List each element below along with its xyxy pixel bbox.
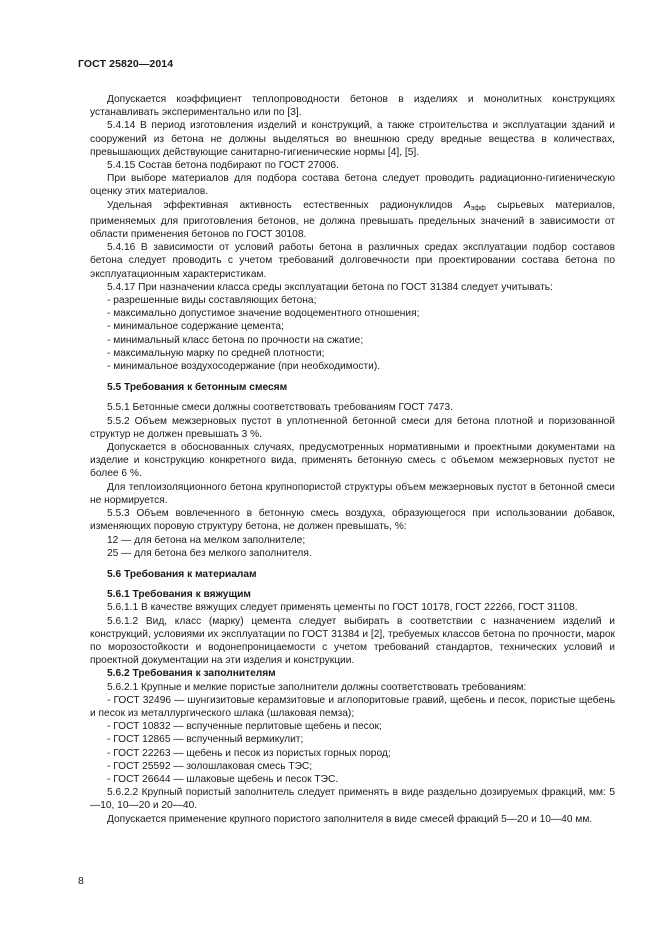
page-number: 8 bbox=[78, 875, 84, 887]
paragraph: Допускается применение крупного пористого заполнителя в виде смесей фракций 5—20 и 10—40 мм. bbox=[107, 813, 593, 825]
paragraph-5-4-14: 5.4.14 В период изготовления изделий и конструкций, а также строительства и эксплуатации зданий и сооружений из бетона не должны выделяться во внешнюю среду вредные вещества в количествах, превышающих действующие санитарно-гигиенические нормы [4], [5]. bbox=[90, 120, 615, 158]
list-item: 25 — для бетона без мелкого заполнителя. bbox=[107, 547, 312, 559]
list-item: - ГОСТ 12865 — вспученный вермикулит; bbox=[107, 734, 304, 746]
list-item: - минимальный класс бетона по прочности на сжатие; bbox=[107, 334, 364, 346]
document-body bbox=[90, 93, 615, 826]
list-item: - разрешенные виды составляющих бетона; bbox=[107, 295, 317, 307]
paragraph-text: Удельная эффективная активность естественных радионуклидов bbox=[107, 199, 464, 211]
paragraph-5-4-16: 5.4.16 В зависимости от условий работы бетона в различных средах эксплуатации подбор составов бетона следует проводить с учетом требований долговечности при проектировании состава бетона по эксплуатационным характеристикам. bbox=[90, 242, 615, 280]
activity-symbol: A bbox=[463, 199, 471, 211]
list-item: - ГОСТ 26644 — шлаковые щебень и песок ТЭС. bbox=[107, 773, 339, 785]
paragraph-5-4-17: 5.4.17 При назначении класса среды эксплуатации бетона по ГОСТ 31384 следует учитывать: bbox=[107, 281, 553, 293]
subsection-heading-5-6-1: 5.6.1 Требования к вяжущим bbox=[107, 589, 251, 601]
list-item: - ГОСТ 32496 — шунгизитовые керамзитовые и аглопоритовые гравий, щебень и песок, пористые щебень и песок из металлургического шлака (шлаковая пемза); bbox=[90, 694, 615, 719]
paragraph-text: сырьевых материалов, применяемых для приготовления бетонов, не должна превышать предельных значений в зависимости от области применения бетонов по ГОСТ 30108. bbox=[90, 199, 616, 241]
paragraph-5-5-3: 5.5.3 Объем вовлеченного в бетонную смесь воздуха, образующегося при использовании добавок, изменяющих поровую структуру бетона, не должен превышать, %: bbox=[90, 508, 615, 533]
list-item: 12 — для бетона на мелком заполнителе; bbox=[107, 534, 306, 546]
section-heading-5-5: 5.5 Требования к бетонным смесям bbox=[107, 382, 288, 394]
list-item: - максимально допустимое значение водоцементного отношения; bbox=[107, 308, 420, 320]
paragraph-5-6-1-1: 5.6.1.1 В качестве вяжущих следует применять цементы по ГОСТ 10178, ГОСТ 22266, ГОСТ 31108. bbox=[107, 602, 578, 614]
paragraph: Для теплоизоляционного бетона крупнопористой структуры объем межзерновых пустот в бетонной смеси не нормируется. bbox=[90, 481, 615, 506]
paragraph-5-6-1-2: 5.6.1.2 Вид, класс (марку) цемента следует выбирать в соответствии с назначением изделий и конструкций, условиями их эксплуатации по ГОСТ 31384 и [2], требуемых классов бетона по прочности, марок по морозостойкости и водонепроницаемости с учетом требований стандартов, технических условий и проектной документации на эти изделия и конструкции. bbox=[90, 615, 615, 667]
paragraph-5-5-2: 5.5.2 Объем межзерновых пустот в уплотненной бетонной смеси для бетона плотной и поризованной структур не должен превышать 3 %. bbox=[90, 415, 615, 440]
paragraph: Допускается в обоснованных случаях, предусмотренных нормативными и проектными документами на изделие и конструкцию конкретного вида, применять бетонную смесь с объемом межзерновых пустот не более 6 %. bbox=[90, 442, 615, 480]
paragraph-5-5-1: 5.5.1 Бетонные смеси должны соответствовать требованиям ГОСТ 7473. bbox=[107, 402, 453, 414]
list-item: - минимальное воздухосодержание (при необходимости). bbox=[107, 361, 381, 373]
paragraph: Допускается коэффициент теплопроводности бетонов в изделиях и монолитных конструкциях устанавливать экспериментально или по [3]. bbox=[90, 94, 615, 119]
paragraph-activity bbox=[90, 199, 615, 242]
paragraph: При выборе материалов для подбора состава бетона следует проводить радиационно-гигиеническую оценку этих материалов. bbox=[90, 173, 615, 198]
paragraph-5-4-15: 5.4.15 Состав бетона подбирают по ГОСТ 27006. bbox=[107, 160, 339, 172]
paragraph-5-6-2-2: 5.6.2.2 Крупный пористый заполнитель следует применять в виде раздельно дозируемых фракций, мм: 5—10, 10—20 и 20—40. bbox=[90, 787, 615, 812]
list-item: - максимальную марку по средней плотности; bbox=[107, 347, 325, 359]
document-header: ГОСТ 25820—2014 bbox=[78, 58, 174, 70]
list-item: - ГОСТ 22263 — щебень и песок из пористых горных пород; bbox=[107, 747, 391, 759]
list-item: - минимальное содержание цемента; bbox=[107, 321, 284, 333]
subsection-heading-5-6-2: 5.6.2 Требования к заполнителям bbox=[107, 668, 276, 680]
list-item: - ГОСТ 25592 — золошлаковая смесь ТЭС; bbox=[107, 760, 313, 772]
paragraph-5-6-2-1: 5.6.2.1 Крупные и мелкие пористые заполнители должны соответствовать требованиям: bbox=[107, 681, 527, 693]
section-heading-5-6: 5.6 Требования к материалам bbox=[107, 568, 257, 580]
list-item: - ГОСТ 10832 — вспученные перлитовые щебень и песок; bbox=[107, 721, 382, 733]
activity-subscript: эфф bbox=[470, 204, 486, 212]
